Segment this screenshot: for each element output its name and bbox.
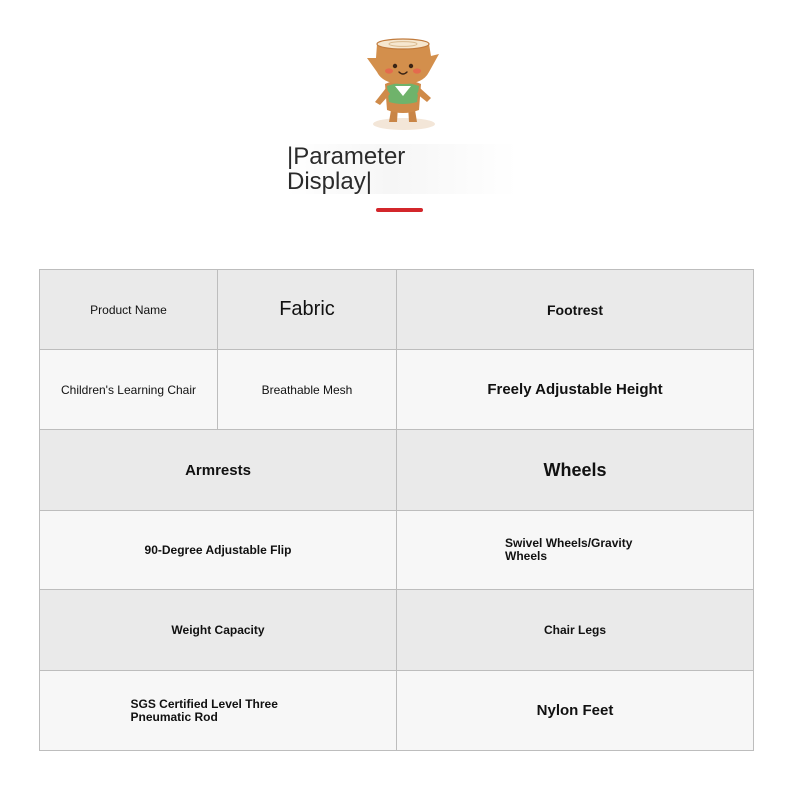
table-cell: 90-Degree Adjustable Flip [40,511,397,590]
table-row [40,590,754,671]
parameter-table [39,269,754,751]
table-cell: Chair Legs [397,590,754,671]
table-row [40,671,754,751]
table-row [40,511,754,590]
table-cell: Product Name [40,270,218,350]
page-title [287,144,517,194]
table-cell [40,671,397,751]
page-title-line2: Display| [287,168,372,195]
table-row [40,270,754,350]
page-title-line1: |Parameter [287,143,406,170]
table-cell-text: SGS Certified Level Three Pneumatic Rod [130,696,278,724]
title-underline [376,208,423,212]
table-cell: Wheels [397,430,754,511]
table-cell: Fabric [218,270,397,350]
table-cell: Nylon Feet [397,671,754,751]
table-cell: Footrest [397,270,754,350]
table-cell: Armrests [40,430,397,511]
table-cell-text: Swivel Wheels/Gravity Wheels [505,536,633,563]
tree-stump-mascot-icon [365,36,441,132]
table-cell: Children's Learning Chair [40,350,218,430]
table-row [40,350,754,430]
table-cell: Weight Capacity [40,590,397,671]
table-cell: Breathable Mesh [218,350,397,430]
table-cell: Freely Adjustable Height [397,350,754,430]
table-cell [397,511,754,590]
table-row [40,430,754,511]
